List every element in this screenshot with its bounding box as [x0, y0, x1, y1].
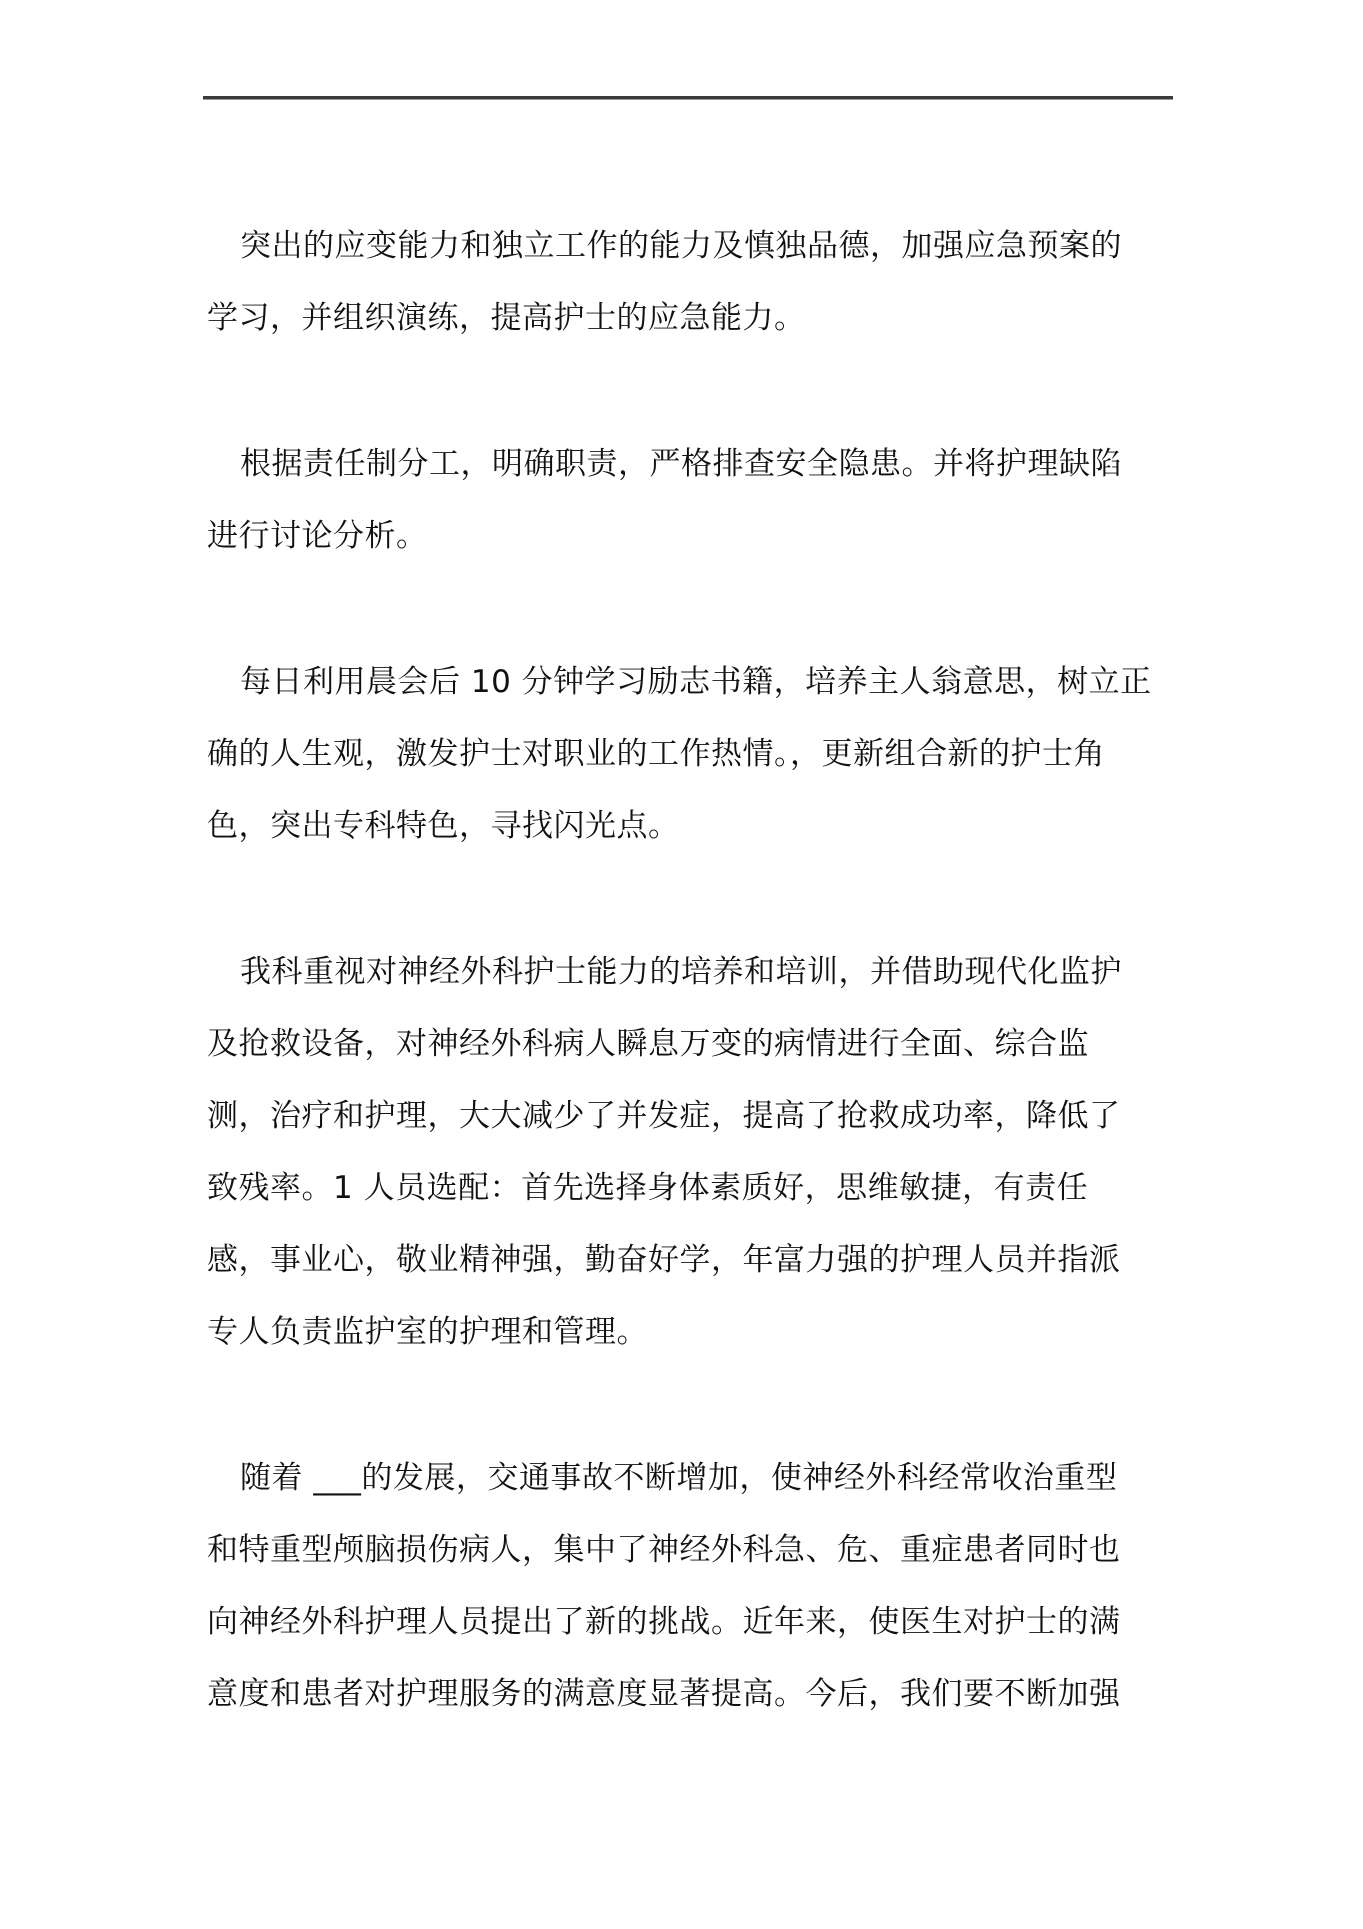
text-line: 色，突出专科特色，寻找闪光点。 [207, 808, 680, 844]
text-line: 每日利用晨会后 10 分钟学习励志书籍，培养主人翁意思，树立正 [240, 664, 1152, 700]
paragraph [207, 1442, 1167, 1730]
text-line: 测，治疗和护理，大大减少了并发症，提高了抢救成功率，降低了 [207, 1098, 1121, 1134]
paragraph [207, 428, 1167, 572]
paragraph [207, 646, 1167, 862]
text-line: 确的人生观，激发护士对职业的工作热情。，更新组合新的护士角 [207, 736, 1105, 772]
text-line: 和特重型颅脑损伤病人，集中了神经外科急、危、重症患者同时也 [207, 1532, 1121, 1568]
text-line: 专人负责监护室的护理和管理。 [207, 1314, 648, 1350]
text-line: 学习，并组织演练，提高护士的应急能力。 [207, 300, 806, 336]
text-line: 及抢救设备，对神经外科病人瞬息万变的病情进行全面、综合监 [207, 1026, 1089, 1062]
document-body [207, 210, 1167, 1804]
text-line: 进行讨论分析。 [207, 518, 428, 554]
header-rule [203, 96, 1173, 100]
text-line: 向神经外科护理人员提出了新的挑战。近年来，使医生对护士的满 [207, 1604, 1121, 1640]
text-line: 突出的应变能力和独立工作的能力及慎独品德，加强应急预案的 [240, 228, 1122, 264]
text-line: 根据责任制分工，明确职责，严格排查安全隐患。并将护理缺陷 [240, 446, 1122, 482]
text-line: 致残率。1 人员选配：首先选择身体素质好，思维敏捷，有责任 [207, 1170, 1089, 1206]
paragraph [207, 936, 1167, 1368]
text-line: 感，事业心，敬业精神强，勤奋好学，年富力强的护理人员并指派 [207, 1242, 1121, 1278]
text-line: 随着 ___的发展，交通事故不断增加，使神经外科经常收治重型 [240, 1460, 1118, 1496]
paragraph [207, 210, 1167, 354]
text-line: 意度和患者对护理服务的满意度显著提高。今后，我们要不断加强 [207, 1676, 1121, 1712]
text-line: 我科重视对神经外科护士能力的培养和培训，并借助现代化监护 [240, 954, 1122, 990]
